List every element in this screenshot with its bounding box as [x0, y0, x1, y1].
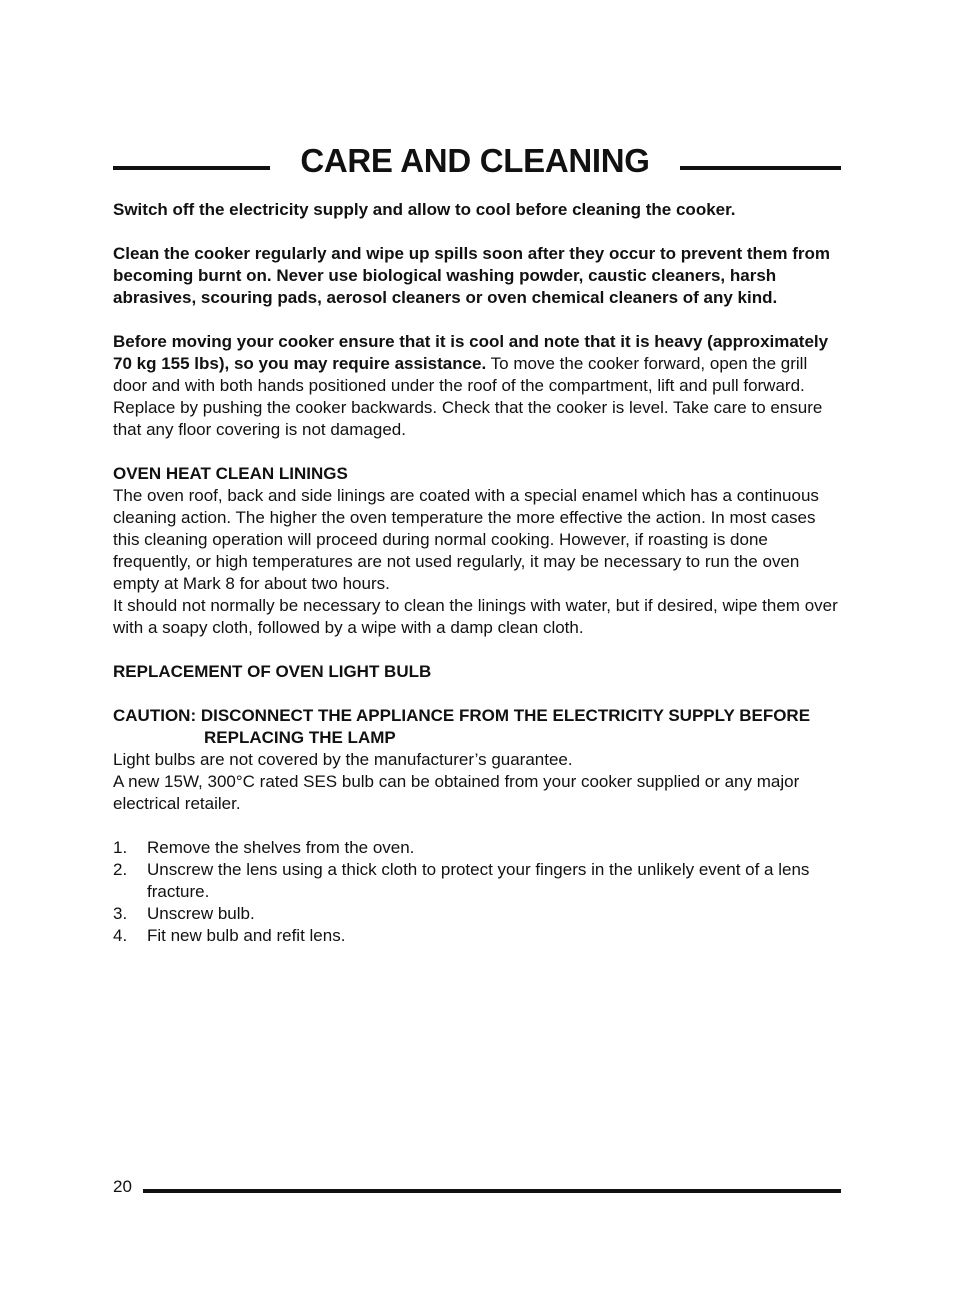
intro-moving — [113, 331, 843, 441]
moving-warning: Before moving your cooker ensure that it is cool and note that it is heavy (approximately 70 kg 155 lbs), so you may require assistance. — [113, 332, 829, 373]
bulb-steps-list — [113, 837, 843, 947]
bulb-spec-note: A new 15W, 300°C rated SES bulb can be obtained from your cooker supplied or any major electrical retailer. — [113, 772, 800, 813]
bulb-guarantee-note: Light bulbs are not covered by the manufacturer’s guarantee. — [113, 750, 573, 769]
list-item — [113, 925, 843, 947]
page-title: CARE AND CLEANING — [300, 142, 650, 179]
caution-line-1: CAUTION: DISCONNECT THE APPLIANCE FROM THE ELECTRICITY SUPPLY BEFORE — [113, 706, 811, 725]
step-text: Remove the shelves from the oven. — [147, 838, 415, 857]
step-text: Unscrew the lens using a thick cloth to protect your fingers in the unlikely event of a lens fracture. — [147, 860, 810, 901]
intro-warning: Switch off the electricity supply and allow to cool before cleaning the cooker. — [113, 200, 736, 219]
linings-heading: OVEN HEAT CLEAN LININGS — [113, 464, 348, 483]
step-number: 4. — [113, 926, 128, 945]
linings-text-1: The oven roof, back and side linings are coated with a special enamel which has a continuous cleaning action. The higher the oven temperature the more effective the action. In most cases this cleaning operation will proceed during normal cooking. However, if roasting is done frequently, or high temperatures are not used regularly, it may be necessary to run the oven empty at Mark 8 for about two hours. — [113, 486, 819, 593]
intro-cleaning: Clean the cooker regularly and wipe up spills soon after they occur to prevent them from becoming burnt on. Never use biological washing powder, caustic cleaners, harsh abrasives, scouring pads, aerosol cleaners or oven chemical cleaners of any kind. — [113, 244, 830, 307]
footer-rule — [143, 1189, 841, 1193]
list-item — [113, 837, 843, 859]
page-content — [113, 199, 843, 947]
title-rule-right — [680, 166, 841, 170]
bulb-heading: REPLACEMENT OF OVEN LIGHT BULB — [113, 662, 432, 681]
linings-text-2: It should not normally be necessary to clean the linings with water, but if desired, wipe them over with a soapy cloth, followed by a wipe with a damp clean cloth. — [113, 596, 838, 637]
caution-notice — [113, 705, 843, 749]
step-number: 1. — [113, 838, 128, 857]
title-rule-left — [113, 166, 270, 170]
step-text: Unscrew bulb. — [147, 904, 255, 923]
caution-line-2: REPLACING THE LAMP — [204, 728, 396, 747]
list-item — [113, 903, 843, 925]
step-number: 2. — [113, 860, 128, 879]
page-number: 20 — [113, 1177, 132, 1196]
step-number: 3. — [113, 904, 128, 923]
list-item — [113, 859, 843, 903]
step-text: Fit new bulb and refit lens. — [147, 926, 346, 945]
moving-instructions: To move the cooker forward, open the grill door and with both hands positioned under the roof of the compartment, lift and pull forward. Replace by pushing the cooker backwards. Check that the cooker is level. Take care to ensure that any floor covering is not damaged. — [113, 354, 823, 439]
